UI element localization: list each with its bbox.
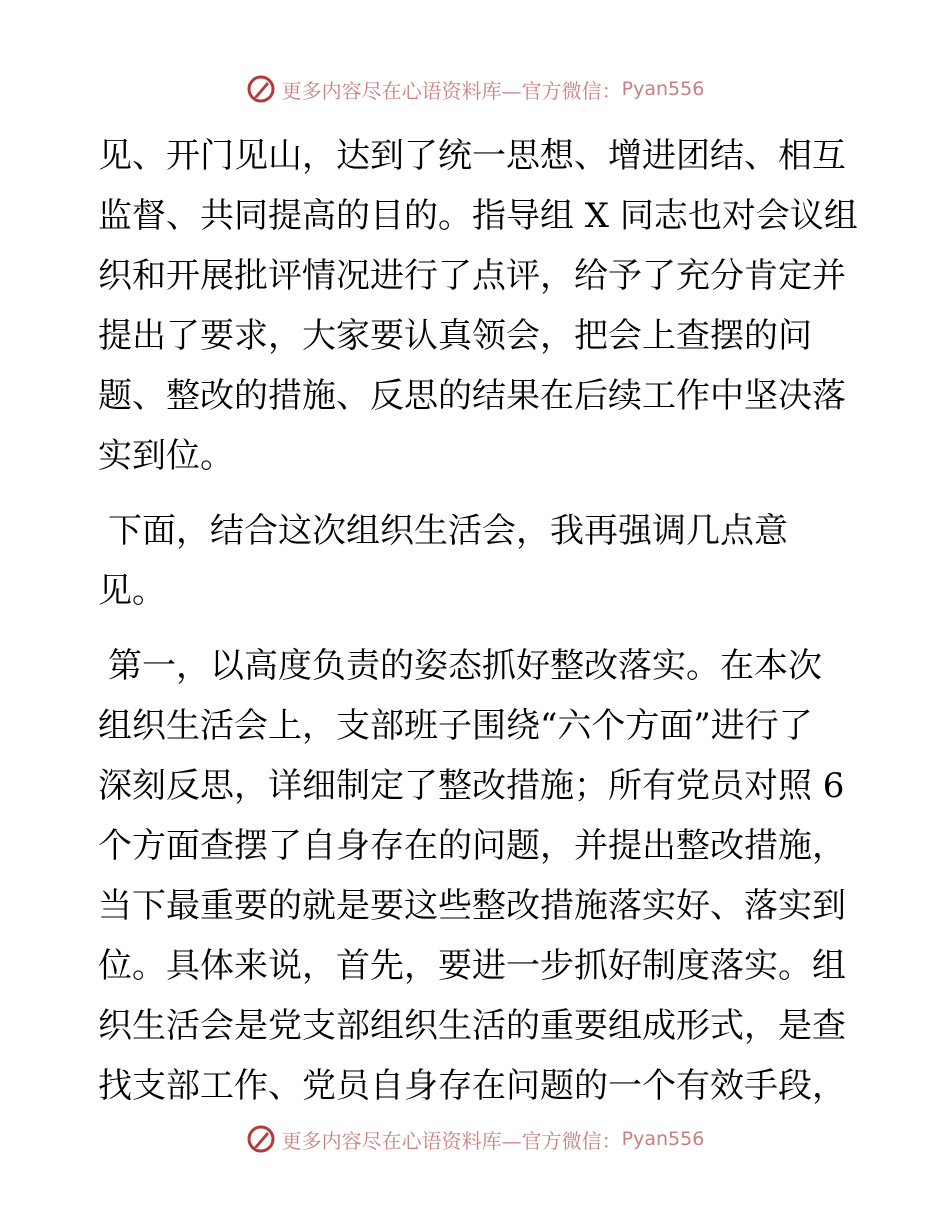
text-line: 织和开展批评情况进行了点评，给予了充分肯定并 — [98, 256, 846, 296]
text-line: 当下最重要的就是要这些整改措施落实好、落实到 — [98, 886, 846, 926]
text-line: 实到位。 — [98, 436, 234, 476]
text-line: 深刻反思，详细制定了整改措施；所有党员对照 6 — [98, 766, 845, 806]
header-watermark — [0, 74, 950, 104]
watermark-text: 更多内容尽在心语资料库—官方微信： — [281, 78, 622, 103]
paragraph-2 — [98, 501, 858, 621]
text-line: 第一，以高度负责的姿态抓好整改落实。在本次 — [108, 646, 822, 686]
text-line: 找支部工作、党员自身存在问题的一个有效手段， — [98, 1066, 846, 1106]
watermark-text: 更多内容尽在心语资料库—官方微信： — [281, 1128, 622, 1153]
text-line: 见。 — [98, 571, 166, 611]
text-line: 题、整改的措施、反思的结果在后续工作中坚决落 — [98, 376, 846, 416]
text-line: 位。具体来说，首先，要进一步抓好制度落实。组 — [98, 946, 846, 986]
text-line: 提出了要求，大家要认真领会，把会上查摆的问 — [98, 316, 812, 356]
document-body — [98, 126, 858, 1116]
text-line: 下面，结合这次组织生活会，我再强调几点意 — [108, 511, 788, 551]
text-line: 织生活会是党支部组织生活的重要组成形式，是查 — [98, 1006, 846, 1046]
watermark-handle: Pyan556 — [621, 78, 705, 100]
paragraph-1 — [98, 126, 858, 486]
text-line: 组织生活会上，支部班子围绕“六个方面”进行了 — [98, 706, 813, 746]
text-line: 个方面查摆了自身存在的问题，并提出整改措施， — [98, 826, 846, 866]
paragraph-3 — [98, 636, 858, 1116]
watermark-handle: Pyan556 — [621, 1128, 705, 1150]
text-line: 监督、共同提高的目的。指导组 X 同志也对会议组 — [98, 196, 858, 236]
pen-quill-logo-icon — [246, 1124, 276, 1154]
text-line: 见、开门见山，达到了统一思想、增进团结、相互 — [98, 136, 846, 176]
pen-quill-logo-icon — [246, 74, 276, 104]
footer-watermark — [0, 1124, 950, 1154]
